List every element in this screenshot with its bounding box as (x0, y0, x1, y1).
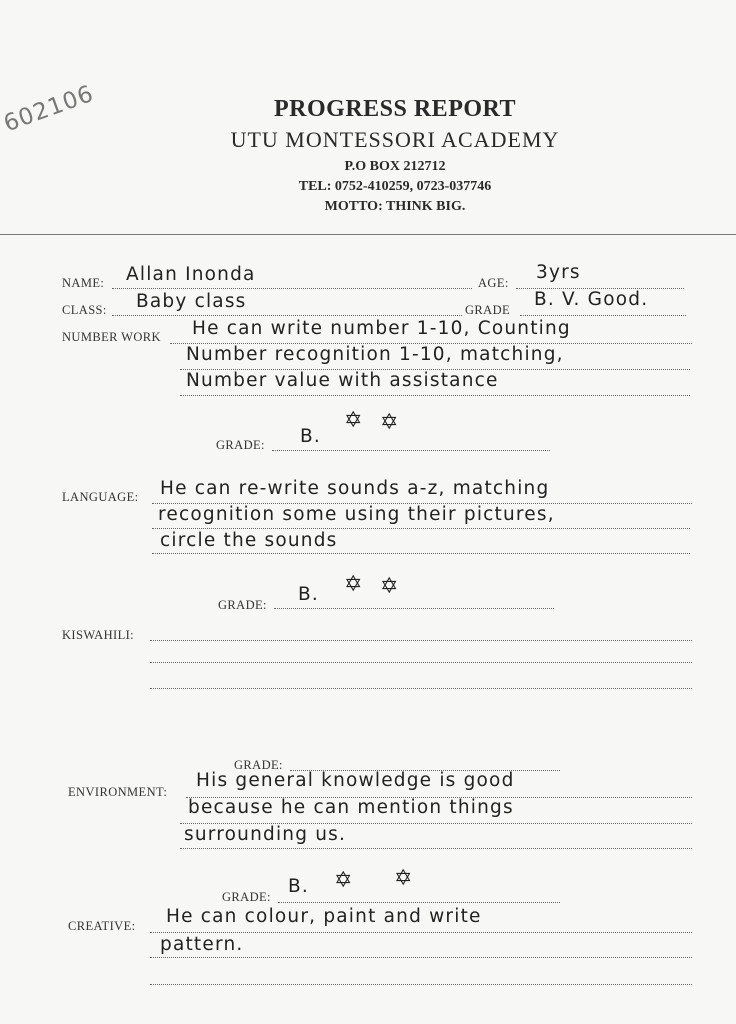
school-motto: MOTTO: THINK BIG. (324, 199, 466, 214)
class-line (112, 315, 462, 316)
class-label: CLASS: (62, 303, 107, 317)
creative-label: CREATIVE: (68, 919, 136, 933)
environment-grade-label: GRADE: (222, 890, 271, 904)
number-work-text-1: He can write number 1-10, Counting (192, 318, 571, 339)
environment-grade: B. (288, 876, 309, 897)
document-stamp-number: 602106 (0, 80, 98, 138)
number-work-grade-label: GRADE: (216, 438, 265, 452)
creative-line-3 (150, 984, 692, 985)
number-work-grade: B. (300, 426, 321, 447)
header-divider (0, 234, 736, 235)
report-title: PROGRESS REPORT (273, 96, 517, 122)
student-name: Allan Inonda (126, 264, 256, 285)
environment-text-2: because he can mention things (188, 797, 514, 818)
environment-line-3 (180, 848, 692, 849)
language-grade: B. (298, 584, 319, 605)
school-pobox: P.O BOX 212712 (344, 159, 446, 174)
environment-text-3: surrounding us. (184, 824, 347, 845)
environment-grade-line (278, 902, 560, 903)
name-label: NAME: (62, 276, 105, 290)
school-telephone: TEL: 0752-410259, 0723-037746 (298, 179, 492, 194)
overall-grade: B. V. Good. (534, 289, 649, 310)
age-label: AGE: (478, 276, 509, 290)
name-line (112, 288, 472, 289)
language-line-3 (152, 553, 690, 554)
language-text-2: recognition some using their pictures, (158, 504, 555, 525)
creative-line-2 (150, 957, 692, 958)
star-of-david-icon: ✡ (344, 572, 363, 597)
student-class: Baby class (136, 291, 247, 312)
star-of-david-icon: ✡ (344, 408, 363, 433)
star-of-david-icon: ✡ (334, 868, 353, 893)
kiswahili-line-1 (150, 640, 692, 641)
language-text-1: He can re-write sounds a-z, matching (160, 478, 550, 499)
overall-grade-line (520, 315, 686, 316)
star-of-david-icon: ✡ (380, 410, 399, 435)
number-work-text-3: Number value with assistance (186, 370, 499, 391)
environment-label: ENVIRONMENT: (68, 785, 168, 799)
environment-text-1: His general knowledge is good (196, 770, 515, 791)
number-work-grade-line (272, 450, 550, 451)
creative-text-1: He can colour, paint and write (166, 906, 482, 927)
star-of-david-icon: ✡ (380, 574, 399, 599)
kiswahili-line-2 (150, 662, 692, 663)
report-header (0, 96, 736, 215)
language-line-2 (152, 528, 690, 529)
creative-line-1 (150, 932, 692, 933)
creative-text-2: pattern. (160, 934, 244, 955)
kiswahili-grade-label: GRADE: (234, 758, 283, 772)
language-label: LANGUAGE: (62, 490, 139, 504)
number-work-label: NUMBER WORK (62, 330, 161, 344)
star-of-david-icon: ✡ (394, 866, 413, 891)
language-grade-label: GRADE: (218, 598, 267, 612)
school-name: UTU MONTESSORI ACADEMY (230, 127, 560, 152)
language-grade-line (274, 608, 554, 609)
number-work-text-2: Number recognition 1-10, matching, (186, 344, 564, 365)
overall-grade-label: GRADE (465, 303, 511, 317)
number-work-line-3 (180, 395, 690, 396)
student-age: 3yrs (536, 262, 581, 283)
kiswahili-line-3 (150, 688, 692, 689)
kiswahili-label: KISWAHILI: (62, 628, 135, 642)
language-text-3: circle the sounds (160, 530, 338, 551)
